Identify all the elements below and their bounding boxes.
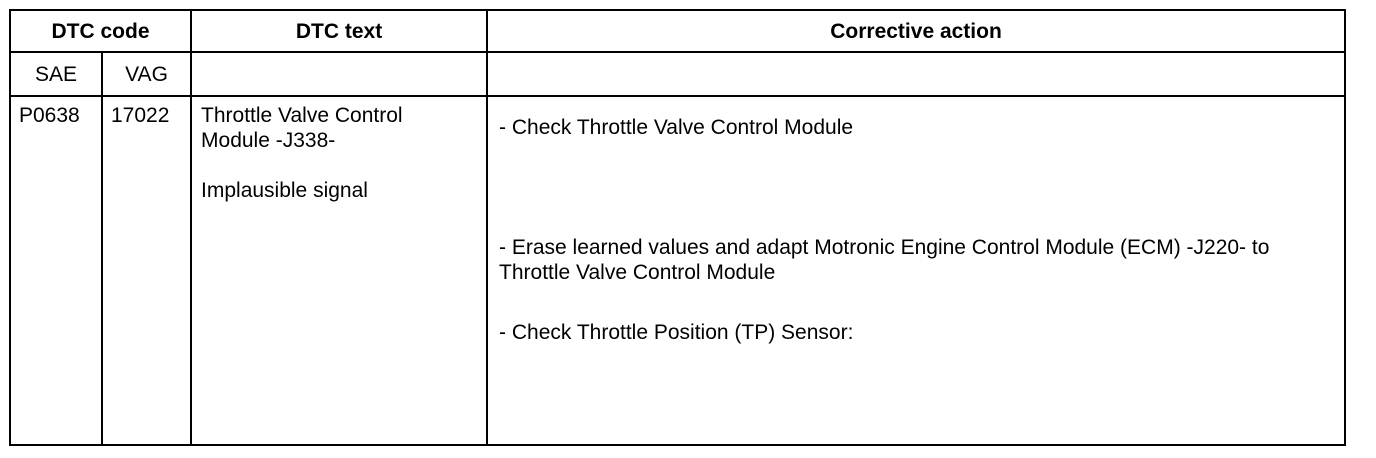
dtc-text-condition: Implausible signal — [201, 179, 368, 202]
subheader-empty-action — [487, 52, 1345, 96]
subheader-vag: VAG — [102, 52, 191, 96]
cell-corrective-action — [487, 96, 1345, 445]
spacer — [201, 153, 486, 178]
table-header-row — [10, 10, 1345, 52]
dtc-text-description: Throttle Valve Control Module -J338- — [201, 104, 403, 152]
action-item-1: - Check Throttle Valve Control Module — [499, 116, 854, 139]
subheader-empty-text — [191, 52, 487, 96]
action-item-2: - Erase learned values and adapt Motronic Engine Control Module (ECM) -J220- to Throttle Valve Control Module — [499, 236, 1270, 284]
cell-sae-code: P0638 — [10, 96, 102, 445]
cell-vag-code: 17022 — [102, 96, 191, 445]
header-corrective-action: Corrective action — [487, 10, 1345, 52]
table-row — [10, 96, 1345, 445]
table-subheader-row — [10, 52, 1345, 96]
action-item-3: - Check Throttle Position (TP) Sensor: — [499, 321, 854, 344]
cell-dtc-text — [191, 96, 487, 445]
subheader-sae: SAE — [10, 52, 102, 96]
header-dtc-code: DTC code — [10, 10, 191, 52]
dtc-table — [9, 9, 1346, 446]
header-dtc-text: DTC text — [191, 10, 487, 52]
